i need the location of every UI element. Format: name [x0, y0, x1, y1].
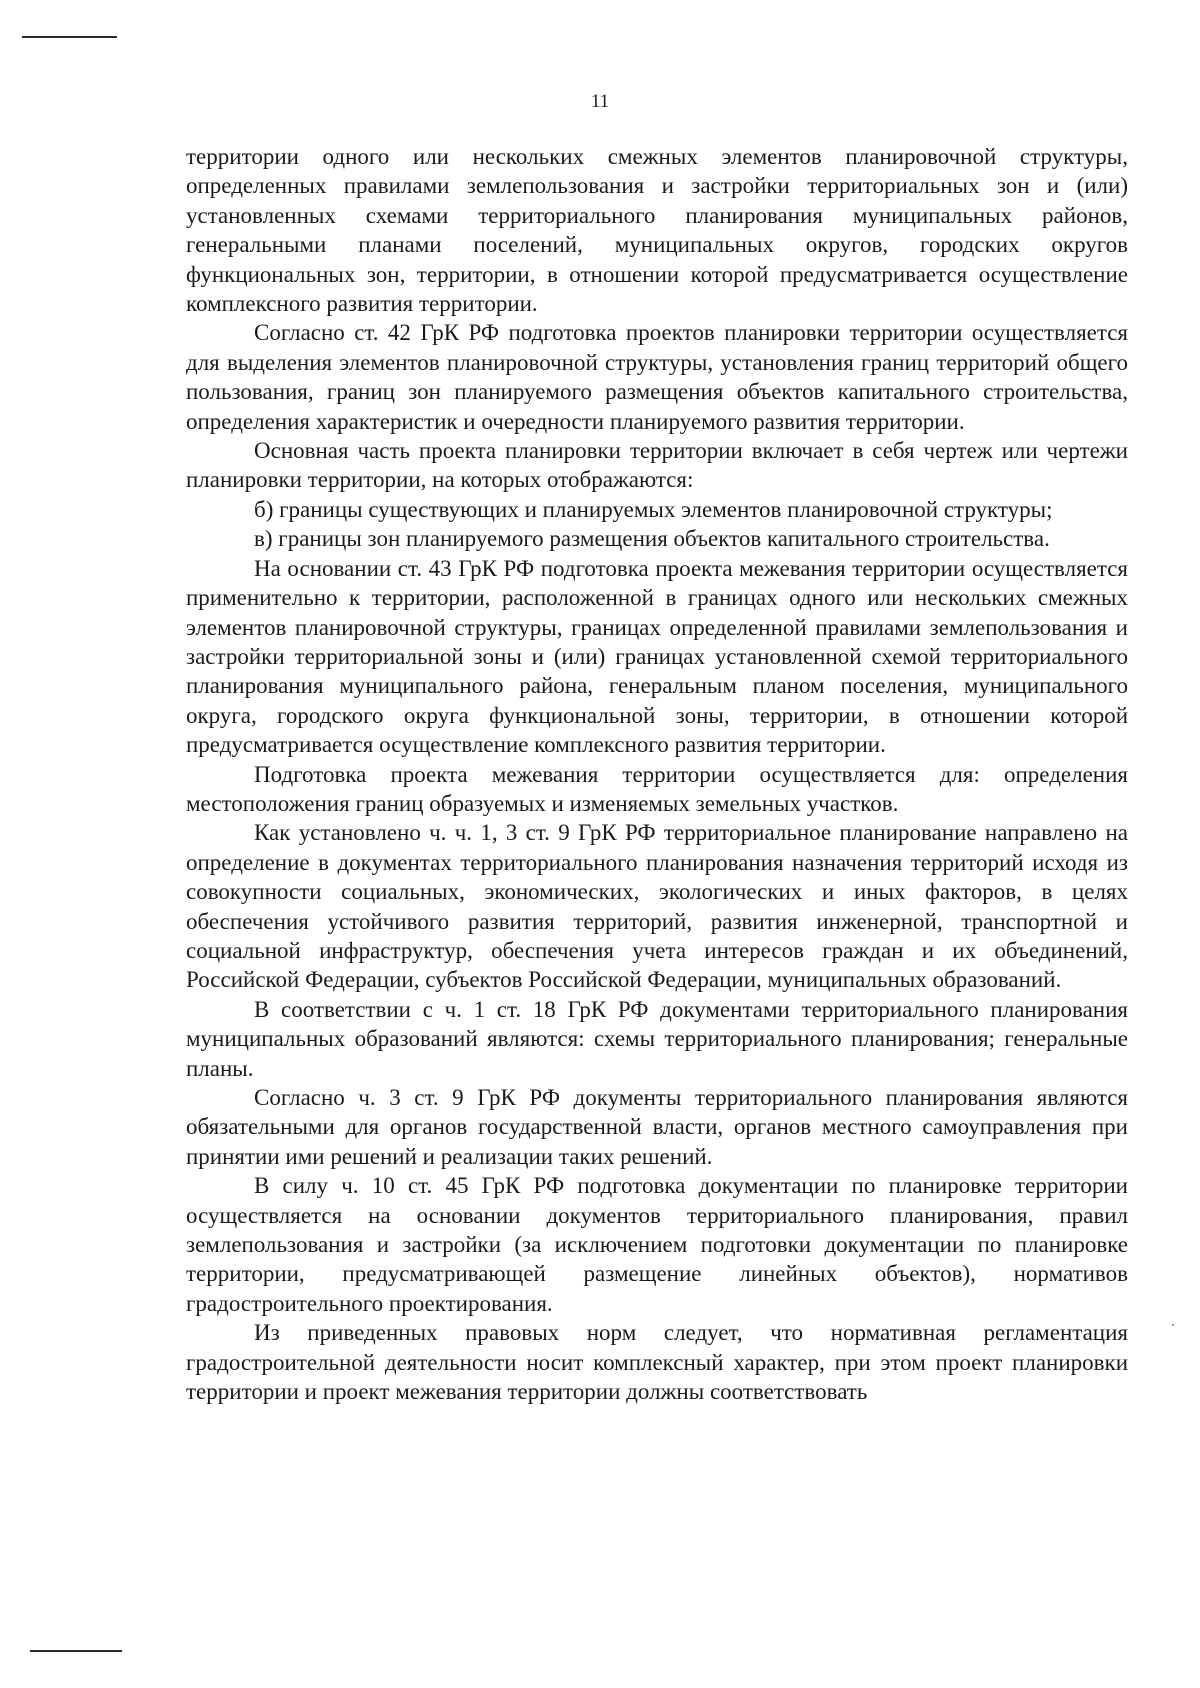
- scan-bottom-rule: [30, 1650, 122, 1652]
- paragraph-art43: На основании ст. 43 ГрК РФ подготовка проекта межевания территории осуществляется применительно к территории, расположенной в границах одного или нескольких смежных элементов планировочной структуры, границах определенной правилами землепользования и застройки территориальной зоны и (или) границах установленной схемой территориального планирования муниципального района, генеральным планом поселения, муниципального округа, городского округа функциональной зоны, территории, в отношении которой предусматривается осуществление комплексного развития территории.: [186, 555, 1128, 758]
- paragraph-art42: Согласно ст. 42 ГрК РФ подготовка проектов планировки территории осуществляется для выделения элементов планировочной структуры, установления границ территорий общего пользования, границ зон планируемого размещения объектов капитального строительства, определения характеристик и очередности планируемого развития территории.: [186, 320, 1128, 434]
- list-item-b: б) границы существующих и планируемых элементов планировочной структуры;: [254, 496, 1053, 522]
- scan-top-rule: [22, 36, 117, 38]
- paragraph-art9-parts: Как установлено ч. ч. 1, 3 ст. 9 ГрК РФ территориальное планирование направлено на определение в документах территориального планирования назначения территорий исходя из совокупности социальных, экономических, экологических и иных факторов, в целях обеспечения устойчивого развития территорий, развития инженерной, транспортной и социальной инфраструктур, обеспечения учета интересов граждан и их объединений, Российской Федерации, субъектов Российской Федерации, муниципальных образований.: [186, 820, 1128, 993]
- paragraph-art45: В силу ч. 10 ст. 45 ГрК РФ подготовка документации по планировке территории осуществляется на основании документов территориального планирования, правил землепользования и застройки (за исключением подготовки документации по планировке территории, предусматривающей размещение линейных объектов), нормативов градостроительного проектирования.: [186, 1173, 1128, 1316]
- paragraph-survey-prep: Подготовка проекта межевания территории осуществляется для: определения местоположения границ образуемых и изменяемых земельных участков.: [186, 761, 1128, 816]
- paragraph-art9-part3: Согласно ч. 3 ст. 9 ГрК РФ документы территориального планирования являются обязательными для органов государственной власти, органов местного самоуправления при принятии ими решений и реализации таких решений.: [186, 1085, 1128, 1169]
- document-body: [186, 142, 1128, 1406]
- paragraph-art18: В соответствии с ч. 1 ст. 18 ГрК РФ документами территориального планирования муниципальных образований являются: схемы территориального планирования; генеральные планы.: [186, 996, 1128, 1081]
- paragraph-continuation: территории одного или нескольких смежных элементов планировочной структуры, определенных правилами землепользования и застройки территориальных зон и (или) установленных схемами территориального планирования муниципальных районов, генеральными планами поселений, муниципальных округов, городских округов функциональных зон, территории, в отношении которой предусматривается осуществление комплексного развития территории.: [186, 144, 1128, 317]
- scan-speck: [1172, 1324, 1174, 1326]
- page-number: 11: [590, 91, 610, 112]
- paragraph-main-part: Основная часть проекта планировки территории включает в себя чертеж или чертежи планировки территории, на которых отображаются:: [186, 438, 1128, 493]
- paragraph-conclusion: Из приведенных правовых норм следует, что нормативная регламентация градостроительной деятельности носит комплексный характер, при этом проект планировки территории и проект межевания территории должны соответствовать: [186, 1320, 1128, 1405]
- list-item-v: в) границы зон планируемого размещения объектов капитального строительства.: [254, 526, 1050, 552]
